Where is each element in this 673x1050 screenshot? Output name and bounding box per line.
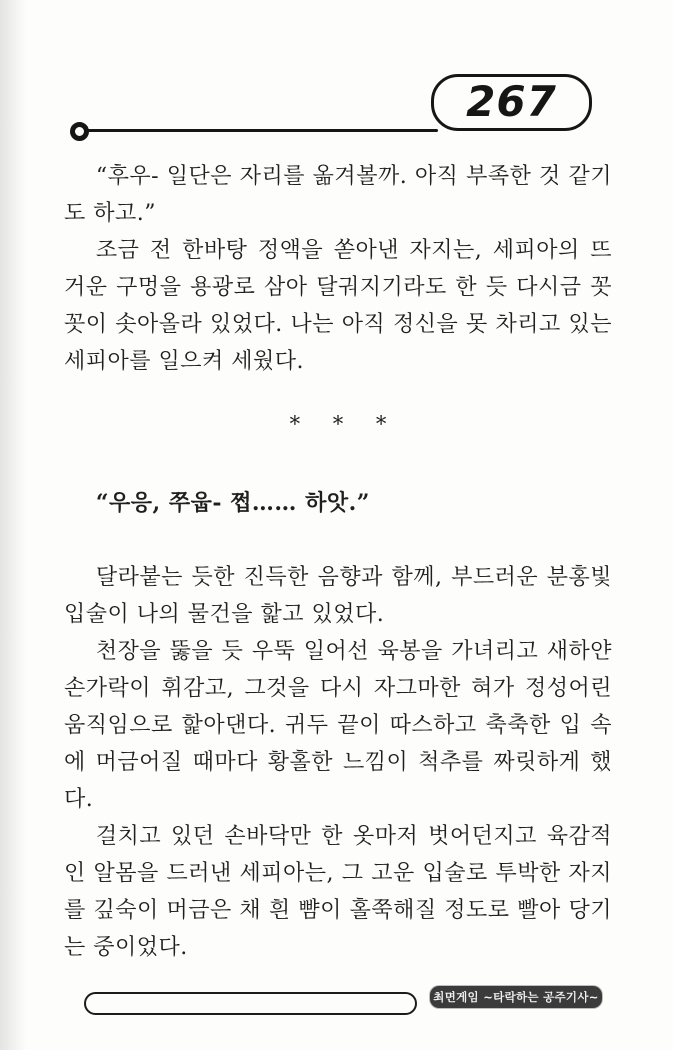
paragraph-narration-4: 걸치고 있던 손바닥만 한 옷마저 벗어던지고 육감적인 알몸을 드러낸 세피아는, 그 고운 입술로 투박한 자지를 깊숙이 머금은 채 흰 뺨이 홀쭉해질 정도로 빨아 당기는 중이었다. (64, 824, 612, 960)
page-footer (0, 980, 673, 1050)
footer-empty-pill (84, 992, 417, 1015)
header-rule (86, 129, 438, 132)
series-title: 최면게임 ~타락하는 공주기사~ (433, 990, 599, 1004)
series-title-badge (430, 986, 602, 1008)
paragraph-dialogue-1: “후우- 일단은 자리를 옮겨볼까. 아직 부족한 것 같기도 하고.” (64, 164, 612, 226)
page-header (0, 0, 673, 160)
paragraph-narration-3: 천장을 뚫을 듯 우뚝 일어선 육봉을 가녀리고 새하얀 손가락이 휘감고, 그것을 다시 자그마한 혀가 정성어린 움직임으로 핥아댄다. 귀두 끝이 따스하고 축축한 입 속에 머금어질 때마다 황홀한 느낌이 척추를 짜릿하게 했다. (64, 639, 612, 812)
scene-break-separator: * * * (289, 412, 387, 436)
page-number: 267 (466, 77, 557, 126)
page-number-box (431, 74, 592, 131)
paragraph-narration-2: 달라붙는 듯한 진득한 음향과 함께, 부드러운 분홍빛 입술이 나의 물건을 핥고 있었다. (64, 565, 612, 627)
paragraph-dialogue-2: “우응, 쭈웁- 쩝…… 하앗.” (95, 490, 370, 516)
paragraph-narration-1: 조금 전 한바탕 정액을 쏟아낸 자지는, 세피아의 뜨거운 구멍을 용광로 삼아 달궈지기라도 한 듯 다시금 꼿꼿이 솟아올라 있었다. 나는 아직 정신을 못 차리고 있는 세피아를 일으켜 세웠다. (64, 238, 612, 374)
page-body (64, 158, 612, 966)
